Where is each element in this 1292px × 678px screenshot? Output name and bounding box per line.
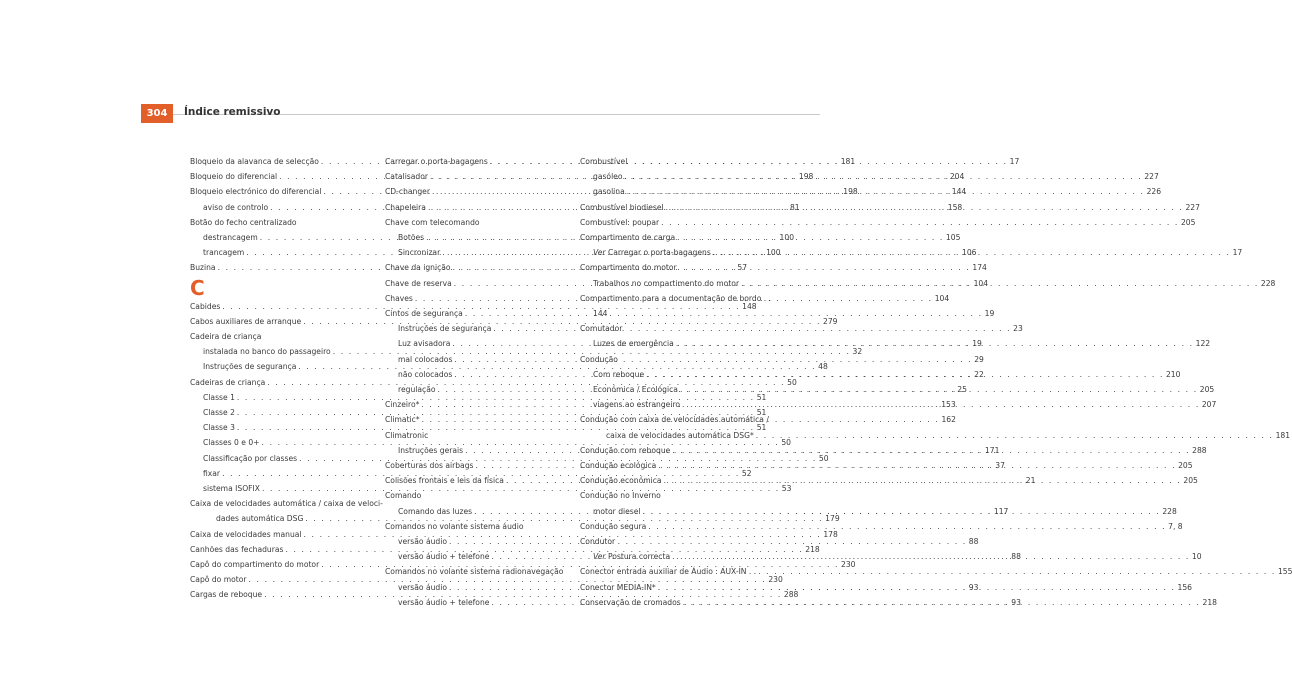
index-entry: Combustível: poupar . . . 205 xyxy=(580,215,776,230)
index-heading: Caixa de velocidades automática / caixa de veloci- xyxy=(190,499,383,509)
index-entry: Chaves . . . 104 xyxy=(385,291,581,306)
index-subentry: Classe 2 . . . 51 xyxy=(190,405,386,420)
index-subentry: destrancagem . . . 100 xyxy=(190,230,386,245)
index-continuation: caixa de velocidades automática DSG* . . . 181 xyxy=(580,428,776,443)
index-subentry: versão áudio + telefone . . . 93 xyxy=(385,595,581,610)
index-entry: Cintos de segurança . . . 19 xyxy=(385,306,581,321)
index-entry: Catalisador . . . 204 xyxy=(385,169,581,184)
page-number-badge: 304 xyxy=(141,104,173,123)
index-subentry: gasolina . . . 226 xyxy=(580,184,776,199)
see-reference: Ver xyxy=(593,248,606,258)
index-entry: Bloqueio do diferencial . . . 198 xyxy=(190,169,386,184)
index-entry: Bloqueio da alavanca de selecção . . . 181 xyxy=(190,154,386,169)
index-heading: Comando xyxy=(385,491,422,501)
index-heading: Condução xyxy=(580,354,618,364)
index-subentry: Sincronizar . . . 106 xyxy=(385,245,581,260)
index-entry: Cinzeiro* . . . 153 xyxy=(385,397,581,412)
index-subentry: Instruções gerais . . . 171 xyxy=(385,443,581,458)
index-entry: Climatic* . . . 162 xyxy=(385,412,581,427)
index-heading: Condução com caixa de velocidades automática / xyxy=(580,415,769,425)
index-subentry: Com reboque . . . 210 xyxy=(580,367,776,382)
index-entry: Cargas de reboque . . . 288 xyxy=(190,587,386,602)
index-subentry: fixar . . . 52 xyxy=(190,466,386,481)
index-subentry: Botões . . . 105 xyxy=(385,230,581,245)
index-heading: Comutador xyxy=(580,324,623,334)
index-heading: Botão do fecho centralizado xyxy=(190,217,297,227)
index-subentry: aviso de controlo . . . 81 xyxy=(190,200,386,215)
index-heading: Combustível xyxy=(580,157,628,166)
index-entry: Capô do compartimento do motor . . . 230 xyxy=(190,557,386,572)
index-subentry: Classes 0 e 0+ . . . 50 xyxy=(190,435,386,450)
index-subentry: gasóleo . . . 227 xyxy=(580,169,776,184)
index-entry: Combustível biodiesel . . . 227 xyxy=(580,200,776,215)
index-entry: Conector entrada auxiliar de Áudio : AUX-IN . . . . . 155 xyxy=(580,564,776,579)
index-entry: Cadeiras de criança . . . 50 xyxy=(190,375,386,390)
index-heading: Condutor xyxy=(580,537,616,547)
index-entry: Buzina . . . 57 xyxy=(190,260,386,275)
index-entry: Coberturas dos airbags . . . 37 xyxy=(385,458,581,473)
index-subentry: motor diesel . . . 228 xyxy=(580,504,776,519)
index-entry: Conector MEDIA-IN* . . . 156 xyxy=(580,580,776,595)
index-heading: Compartimento de carga xyxy=(580,233,676,243)
index-entry: Condução económica . . . 205 xyxy=(580,473,776,488)
index-entry: Chave da ignição . . . 174 xyxy=(385,260,581,275)
index-entry: Condução ecológica . . . 205 xyxy=(580,458,776,473)
index-entry: Canhões das fechaduras . . . 218 xyxy=(190,542,386,557)
index-subentry: Classe 3 . . . 51 xyxy=(190,420,386,435)
index-subentry: Trabalhos no compartimento do motor . . . 228 xyxy=(580,276,776,291)
index-heading: Condução no Inverno xyxy=(580,491,661,501)
section-letter: C xyxy=(190,275,205,300)
index-subentry: viagens ao estrangeiro . . . 207 xyxy=(580,397,776,412)
index-entry: Chave de reserva . . . 104 xyxy=(385,276,581,291)
index-continuation: dades automática DSG . . . 179 xyxy=(190,511,386,526)
index-heading: Chave com telecomando xyxy=(385,217,480,227)
index-heading: Compartimento do motor xyxy=(580,263,677,273)
index-subentry: Classificação por classes . . . 50 xyxy=(190,451,386,466)
index-entry: Conservação de cromados . . . 218 xyxy=(580,595,776,610)
index-subentry: Luzes de emergência . . . 122 xyxy=(580,336,776,351)
index-subentry: não colocados . . . 22 xyxy=(385,367,581,382)
index-subentry: Classe 1 . . . 51 xyxy=(190,390,386,405)
index-heading: Cadeira de criança xyxy=(190,332,262,342)
index-entry: Condução segura . . . 7, 8 xyxy=(580,519,776,534)
index-subentry: instalada no banco do passageiro . . . 32 xyxy=(190,344,386,359)
index-subentry: versão áudio . . . 88 xyxy=(385,534,581,549)
index-entry: Capô do motor . . . 230 xyxy=(190,572,386,587)
index-subentry: regulação . . . 25 xyxy=(385,382,581,397)
index-subentry: Luz avisadora . . . 19 xyxy=(385,336,581,351)
index-subentry: sistema ISOFIX . . . 53 xyxy=(190,481,386,496)
index-entry: Bloqueio electrónico do diferencial . . . 198 xyxy=(190,184,386,199)
index-subentry: Instruções de segurança . . . 48 xyxy=(190,359,386,374)
index-heading: Comandos no volante sistema radionavegação xyxy=(385,567,564,577)
index-entry: Carregar o porta-bagagens . . . 17 xyxy=(385,154,581,169)
index-entry: Cabides . . . 148 xyxy=(190,299,386,314)
index-heading: Comandos no volante sistema áudio xyxy=(385,521,524,531)
index-subentry: mal colocados . . . 29 xyxy=(385,352,581,367)
index-entry: Condução com reboque . . . 288 xyxy=(580,443,776,458)
index-entry: Colisões frontais e leis da física . . . 21 xyxy=(385,473,581,488)
index-heading: Compartimento para a documentação de bordo . . xyxy=(580,293,772,303)
index-subentry: Instruções de segurança . . . 23 xyxy=(385,321,581,336)
index-entry: CD-changer . . . 144 xyxy=(385,184,581,199)
index-subentry: trancagem . . . 100 xyxy=(190,245,386,260)
index-heading: Climatronic xyxy=(385,430,429,440)
see-reference: Ver xyxy=(593,552,606,562)
page-title: Índice remissivo xyxy=(184,106,281,118)
index-subentry: Comando das luzes . . . 117 xyxy=(385,504,581,519)
index-page-ref: 144 xyxy=(593,309,608,319)
index-entry: Cabos auxiliares de arranque . . . 279 xyxy=(190,314,386,329)
index-subentry: versão áudio + telefone . . . 88 xyxy=(385,549,581,564)
index-subentry: Ver Postura correcta . . . 10 xyxy=(580,549,776,564)
index-subentry: versão áudio . . . 93 xyxy=(385,580,581,595)
index-subentry: Económica / Ecológica . . . 205 xyxy=(580,382,776,397)
index-subentry: Ver Carregar o porta-bagagens . . . 17 xyxy=(580,245,776,260)
index-entry: Caixa de velocidades manual . . . 178 xyxy=(190,527,386,542)
index-entry: Chapeleira . . . 158 xyxy=(385,200,581,215)
